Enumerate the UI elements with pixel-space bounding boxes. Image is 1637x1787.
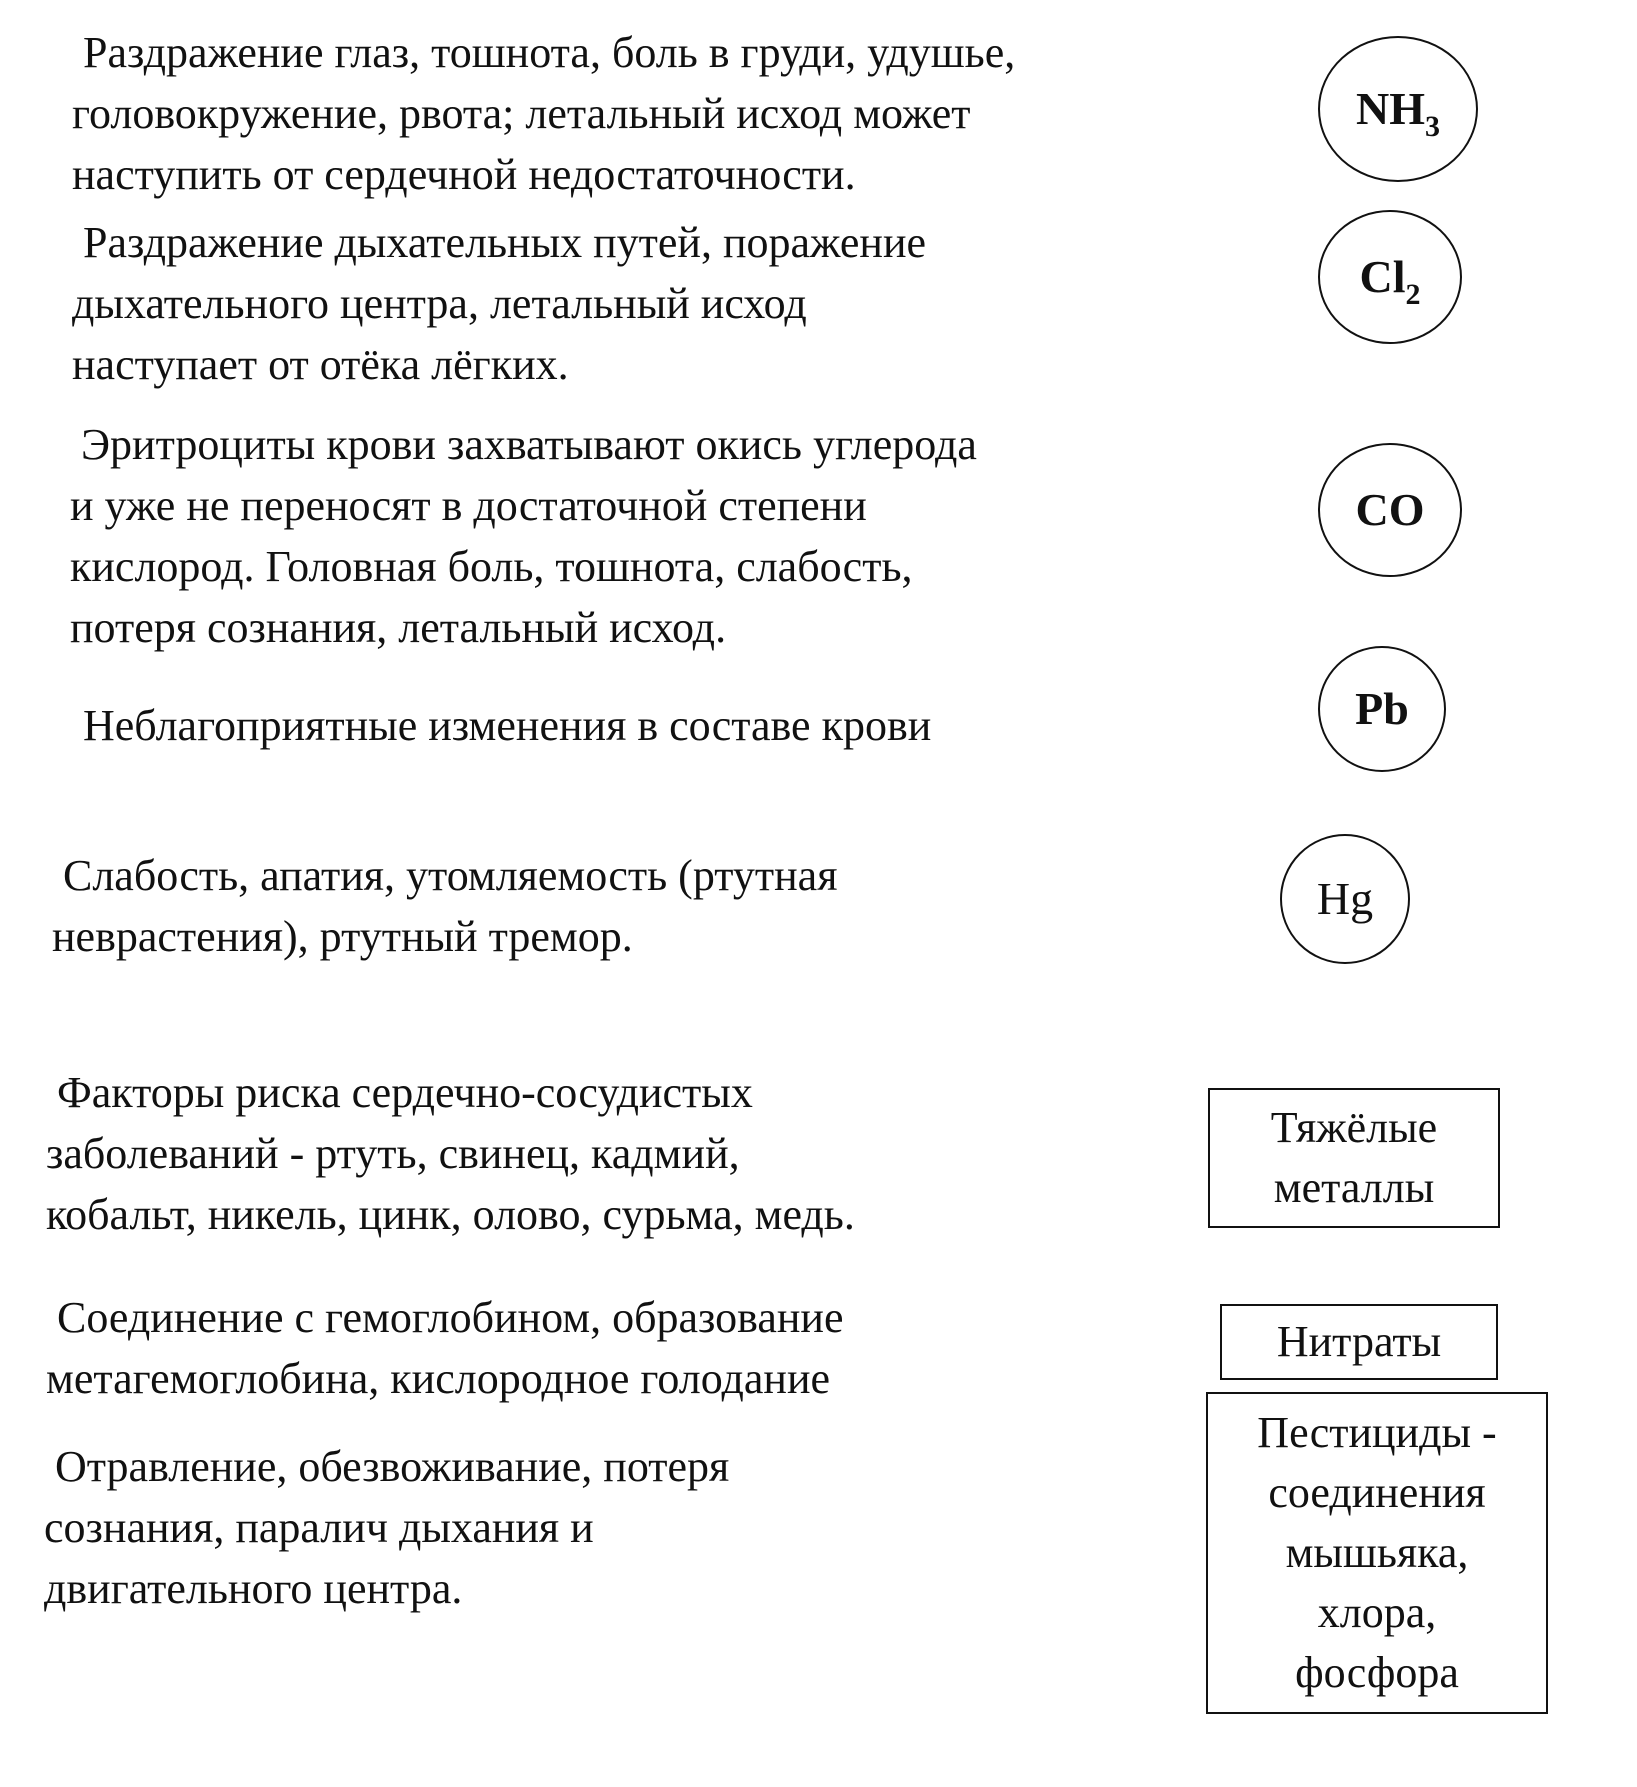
description-carbon-monoxide: Эритроциты крови захватывают окись углерода и уже не переносят в достаточной степени кислород. Головная боль, тошнота, слабость, потеря сознания, летальный исход. bbox=[70, 420, 977, 652]
formula-circle-nh3 bbox=[1318, 36, 1478, 182]
formula-cl2-subscript: 2 bbox=[1405, 278, 1421, 311]
category-box-pesticides: Пестициды - соединения мышьяка, хлора, фосфора bbox=[1206, 1392, 1548, 1714]
description-mercury: Слабость, апатия, утомляемость (ртутная неврастения), ртутный тремор. bbox=[52, 851, 838, 961]
description-lead: Неблагоприятные изменения в составе крови bbox=[72, 701, 932, 750]
formula-co: CO bbox=[1355, 484, 1425, 535]
description-chlorine: Раздражение дыхательных путей, поражение дыхательного центра, летальный исход наступает от отёка лёгких. bbox=[72, 218, 927, 389]
formula-hg: Hg bbox=[1316, 873, 1374, 924]
formula-circle-cl2 bbox=[1318, 210, 1462, 344]
formula-nh3-subscript: 3 bbox=[1425, 110, 1440, 143]
formula-cl2-main: Cl bbox=[1359, 251, 1406, 302]
formula-circle-pb bbox=[1318, 646, 1446, 772]
category-box-nitrates: Нитраты bbox=[1220, 1304, 1498, 1380]
description-heavy-metals: Факторы риска сердечно-сосудистых заболеваний - ртуть, свинец, кадмий, кобальт, никель, цинк, олово, сурьма, медь. bbox=[46, 1068, 855, 1239]
formula-cl2 bbox=[1359, 251, 1421, 311]
formula-nh3-main: NH bbox=[1356, 83, 1425, 134]
formula-nh3 bbox=[1356, 83, 1440, 143]
formula-pb: Pb bbox=[1355, 683, 1409, 734]
formula-circle-hg bbox=[1280, 834, 1410, 964]
description-nitrates: Соединение с гемоглобином, образование метагемоглобина, кислородное голодание bbox=[46, 1293, 844, 1403]
description-pesticides: Отравление, обезвоживание, потеря сознания, паралич дыхания и двигательного центра. bbox=[44, 1442, 730, 1613]
description-ammonia: Раздражение глаз, тошнота, боль в груди, удушье, головокружение, рвота; летальный исход может наступить от сердечной недостаточности. bbox=[72, 28, 1016, 199]
category-box-heavy-metals: Тяжёлые металлы bbox=[1208, 1088, 1500, 1228]
formula-circle-co bbox=[1318, 443, 1462, 577]
